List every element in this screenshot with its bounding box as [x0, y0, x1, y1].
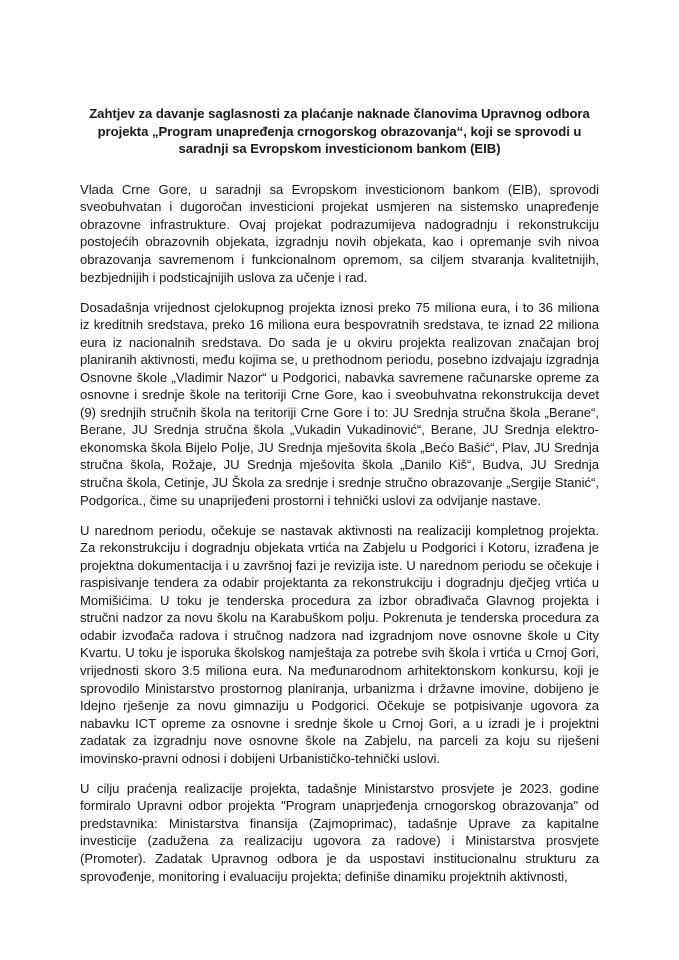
document-body — [80, 181, 599, 885]
paragraph-next-period: U narednom periodu, očekuje se nastavak aktivnosti na realizaciji kompletnog projekta. Za rekonstrukciju i dogradnju objekata vrtića na Zabjelu u Podgorici i Kotoru, izrađena je projektna dokumentacija i u završnoj fazi je revizija iste. U narednom periodu se očekuje i raspisivanje tendera za odabir projektanta za rekonstrukciju i dogradnju dječjeg vrtića u Momišićima. U toku je tenderska procedura za izbor obrađivača Glavnog projekta i stručni nadzor za novu školu na Karabuškom polju. Pokrenuta je tenderska procedura za odabir izvođača radova i stručnog nadzora nad izgradnjom nove osnovne škole u City Kvartu. U toku je isporuka školskog namještaja za potrebe svih škola i vrtića u Crnoj Gori, vrijednosti skoro 3.5 miliona eura. Na međunarodnom arhitektonskom konkursu, koji je sprovodilo Ministarstvo prostornog planiranja, urbanizma i državne imovine, dobijeno je Idejno rješenje za novu gimnaziju u Podgorici. Očekuje se potpisivanje ugovora za nabavku ICT opreme za osnovne i srednje škole u Crnoj Gori, a u izradi je i projektni zadatak za izgradnju nove osnovne škole na Zabjelu, na parceli za koju su riješeni imovinsko-pravni odnosi i dobijeni Urbanističko-tehnički uslovi. — [80, 522, 599, 766]
page-title: Zahtjev za davanje saglasnosti za plaćanje naknade članovima Upravnog odbora projekta „Program unapređenja crnogorskog obrazovanja“, koji se sprovodi u saradnji sa Evropskom investicionom bankom (EIB) — [89, 106, 590, 157]
paragraph-intro: Vlada Crne Gore, u saradnji sa Evropskom investicionom bankom (EIB), sprovodi sveobuhvatan i dugoročan investicioni projekat usmjeren na sistemsko unapređenje obrazovne infrastrukture. Ovaj projekat podrazumijeva nadogradnju i rekonstrukciju postojećih obrazovnih objekata, izgradnju novih objekata, kao i opremanje svih nivoa obrazovanja savremenom i funkcionalnom opremom, sa ciljem stvaranja kvalitetnijih, bezbjednijih i podsticajnijih uslova za učenje i rad. — [80, 181, 599, 285]
paragraph-project-value: Dosadašnja vrijednost cjelokupnog projekta iznosi preko 75 miliona eura, i to 36 miliona iz kreditnih sredstava, preko 16 miliona eura bespovratnih sredstava, te iznad 22 miliona eura iz nacionalnih sredstava. Do sada je u okviru projekta realizovan značajan broj planiranih aktivnosti, među kojima se, u prethodnom periodu, posebno izdvajaju izgradnja Osnovne škole „Vladimir Nazor“ u Podgorici, nabavka savremene računarske opreme za osnovne i srednje škole na teritoriji Crne Gore, kao i sveobuhvatna rekonstrukcija devet (9) srednjih stručnih škola na teritoriji Crne Gore i to: JU Srednja stručna škola „Berane“, Berane, JU Srednja stručna škola „Vukadin Vukadinović“, Berane, JU Srednja elektro-ekonomska škola Bijelo Polje, JU Srednja mješovita škola „Bećo Bašić“, Plav, JU Srednja stručna škola, Rožaje, JU Srednja mješovita škola „Danilo Kiš“, Budva, JU Srednja stručna škola, Cetinje, JU Škola za srednje i srednje stručno obrazovanje „Sergije Stanić“, Podgorica., čime su unaprijeđeni prostorni i tehnički uslovi za odvijanje nastave. — [80, 299, 599, 508]
document-content — [80, 105, 599, 885]
paragraph-steering-committee: U cilju praćenja realizacije projekta, tadašnje Ministarstvo prosvjete je 2023. godine formiralo Upravni odbor projekta "Program unaprjeđenja crnogorskog obrazovanja" od predstavnika: Ministarstva finansija (Zajmoprimac), tadašnje Uprave za kapitalne investicije (zadužena za realizaciju ugovora za radove) i Ministarstva prosvjete (Promoter). Zadatak Upravnog odbora je da uspostavi institucionalnu strukturu za sprovođenje, monitoring i evaluaciju projekta; definiše dinamiku projektnih aktivnosti, — [80, 780, 599, 884]
